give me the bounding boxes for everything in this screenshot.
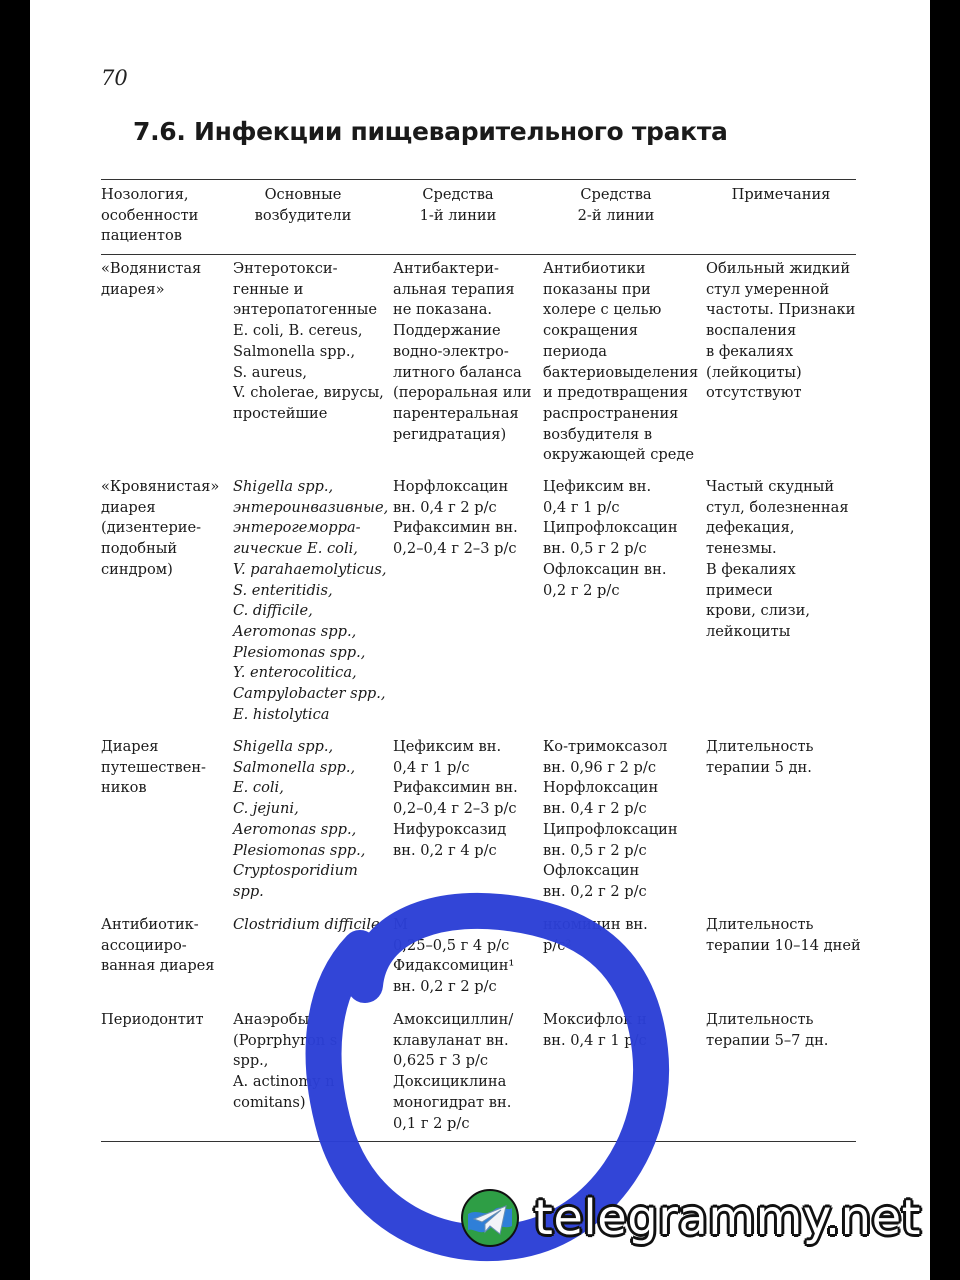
row-watery-second-line: Антибиотики показаны при холере с целью сокращения периода бактериовыделения и предотвращения распространения возбудителя в окружающей среде: [543, 260, 699, 464]
row-antibiotic-first-line: М 0,25–0,5 г 4 р/с Фидаксомицин¹ вн. 0,2 г 2 р/с: [393, 916, 515, 996]
row-travelers-first-line: Цефиксим вн. 0,4 г 1 р/с Рифаксимин вн. 0,2–0,4 г 2–3 р/с Нифуроксазид вн. 0,2 г 4 р/с: [393, 738, 518, 859]
row-periodontitis-pathogens: Анаэробы (Poprphyron s spp., A. actinomy n comitans): [233, 1011, 338, 1111]
row-travelers-nosology: Диарея путешествен- ников: [101, 738, 206, 797]
row-periodontitis-second-line: Моксифлок н вн. 0,4 г 1 р/с: [543, 1011, 647, 1049]
row-periodontitis-notes: Длительность терапии 5–7 дн.: [706, 1011, 829, 1049]
header-pathogens: Основные возбудители: [254, 186, 352, 224]
row-bloody-nosology: «Кровянистая» диарея (дизентерие- подобный синдром): [101, 478, 220, 578]
row-travelers-pathogens: Shigella spp., Salmonella spp., E. coli, C. jejuni, Aeromonas spp., Plesiomonas spp., Cryptosporidium spp.: [233, 738, 366, 900]
telegram-globe-icon: [460, 1188, 520, 1248]
row-antibiotic-second-line: нкомицин вн. р/с²: [543, 916, 648, 954]
row-watery-nosology: «Водянистая диарея»: [101, 260, 202, 298]
row-periodontitis-first-line: Амоксициллин/ клавуланат вн. 0,625 г 3 р/с Доксициклина моногидрат вн. 0,1 г 2 р/с: [393, 1011, 514, 1132]
header-second-line: Средства 2-й линии: [577, 186, 655, 224]
page-number: 70: [101, 66, 128, 90]
row-antibiotic-nosology: Антибиотик- ассоцииро- ванная диарея: [101, 916, 215, 975]
row-travelers-notes: Длительность терапии 5 дн.: [706, 738, 814, 776]
row-watery-pathogens: Энтеротокси- генные и энтеропатогенные E. coli, B. cereus, Salmonella spp., S. aureus, V. cholerae, вирусы, простейшие: [233, 260, 384, 422]
row-antibiotic-pathogens: Clostridium difficile: [233, 916, 380, 933]
row-watery-first-line: Антибактери- альная терапия не показана. Поддержание водно-электро- литного баланса (пероральная или парентеральная регидратация): [393, 260, 532, 443]
row-bloody-second-line: Цефиксим вн. 0,4 г 1 р/с Ципрофлоксацин вн. 0,5 г 2 р/с Офлоксацин вн. 0,2 г 2 р/с: [543, 478, 678, 599]
row-bloody-notes: Частый скудный стул, болезненная дефекация, тенезмы. В фекалиях примеси крови, слизи, лейкоциты: [706, 478, 849, 640]
watermark-text: telegrammy.net: [534, 1190, 921, 1246]
row-bloody-first-line: Норфлоксацин вн. 0,4 г 2 р/с Рифаксимин вн. 0,2–0,4 г 2–3 р/с: [393, 478, 518, 558]
row-periodontitis-nosology: Периодонтит: [101, 1011, 204, 1028]
watermark: [460, 1188, 921, 1248]
section-title: 7.6. Инфекции пищеварительного тракта: [133, 117, 728, 146]
header-nosology: Нозология, особенности пациентов: [101, 186, 199, 245]
row-watery-notes: Обильный жидкий стул умеренной частоты. Признаки воспаления в фекалиях (лейкоциты) отсутствуют: [706, 260, 856, 402]
row-bloody-pathogens: Shigella spp., энтероинвазивные, энтерогеморра- гические E. coli, V. parahaemolyticus, S. enteritidis, C. difficile, Aeromonas spp., Plesiomonas spp., Y. enterocolitica, Campylobacter spp., E. histolytica: [233, 478, 389, 723]
row-antibiotic-notes: Длительность терапии 10–14 дней: [706, 916, 861, 954]
row-travelers-second-line: Ко-тримоксазол вн. 0,96 г 2 р/с Норфлоксацин вн. 0,4 г 2 р/с Ципрофлоксацин вн. 0,5 г 2 р/с Офлоксацин вн. 0,2 г 2 р/с: [543, 738, 678, 900]
header-notes: Примечания: [731, 186, 831, 203]
header-first-line: Средства 1-й линии: [419, 186, 497, 224]
